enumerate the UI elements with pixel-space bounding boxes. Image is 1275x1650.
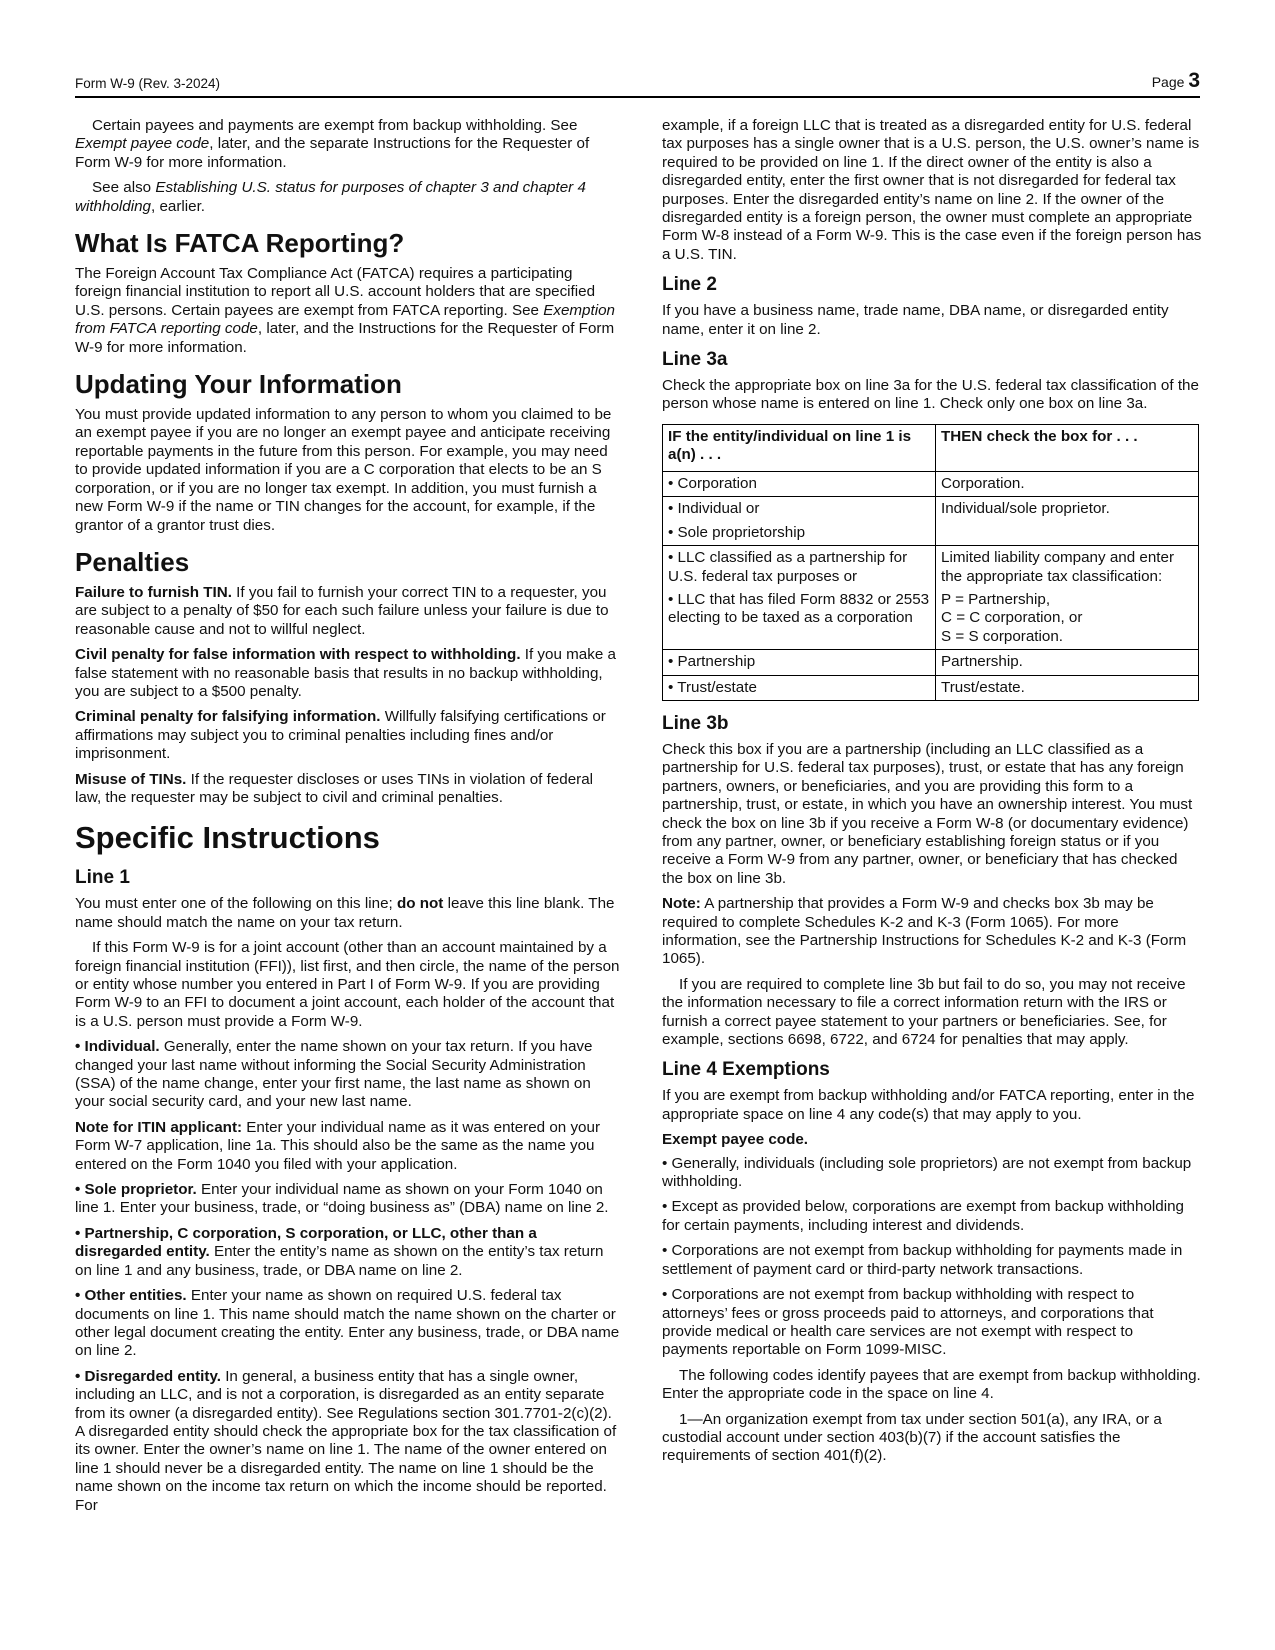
paragraph-exempt-payees: Certain payees and payments are exempt from backup withholding. See Exempt payee code, later, and the separate Instructions for the Requester of Form W-9 for more information. [75, 117, 590, 171]
paragraph-individual: • Individual. Generally, enter the name shown on your tax return. If you have changed your last name without informing the Social Security Administration (SSA) of the name change, enter your first name, the last name as shown on your social security card, and your new last name. [75, 1038, 593, 1111]
paragraph-penalty-tin: Failure to furnish TIN. If you fail to furnish your correct TIN to a requester, you are subject to a penalty of $50 for each such failure unless your failure is due to reasonable cause and not to willful neglect. [75, 583, 609, 638]
heading-penalties: Penalties [75, 546, 190, 577]
table-cell: Individual/sole proprietor. [936, 497, 1199, 546]
page-header [75, 69, 1200, 98]
table-cell: Partnership. [936, 650, 1199, 675]
paragraph-disregarded-entity: • Disregarded entity. In general, a business entity that has a single owner, including an LLC, and is not a corporation, is disregarded as an entity separate from its owner (a disregarded entity). See Regulations section 301.7701-2(c)(2). A disregarded entity should check the appropriate box for the tax classification of its owner. Enter the owner’s name on line 1. The name of the owner entered on line 1 should never be a disregarded entity. The name on line 1 should be the name shown on the income tax return on which the income should be reported. For [75, 1367, 617, 1514]
left-column [75, 117, 622, 1522]
paragraph-code-1: 1—An organization exempt from tax under section 501(a), any IRA, or a custodial account under section 403(b)(7) if the account satisfies the requirements of section 401(f)(2). [662, 1410, 1162, 1465]
paragraph-line3b: Check this box if you are a partnership (including an LLC classified as a partnership for U.S. federal tax purposes), trust, or estate that has any foreign partners, owners, or beneficiaries, and you are providing this form to a partnership, trust, or estate, in which you have an ownership interest. You must check the box on line 3b if you receive a Form W-8 (or documentary evidence) from any partner, owner, or beneficiary establishing foreign status or if you receive a Form W-9 from any partner, owner, or beneficiary that has checked the box on line 3b. [662, 740, 1193, 887]
paragraph-line2: If you have a business name, trade name, DBA name, or disregarded entity name, enter it on line 2. [662, 302, 1169, 338]
paragraph-penalty-civil: Civil penalty for false information with respect to withholding. If you make a false statement with no reasonable basis that results in no backup withholding, you are subject to a $500 penalty. [75, 646, 616, 700]
paragraph-see-also: See also Establishing U.S. status for purposes of chapter 3 and chapter 4 withholding, earlier. [75, 179, 586, 215]
table-cell: Limited liability company and enter the appropriate tax classification: P = Partnership, C = C corporation, or S = S corporation. [936, 546, 1199, 650]
table-row [663, 546, 1199, 650]
heading-specific-instructions: Specific Instructions [75, 820, 380, 856]
paragraph-penalty-misuse: Misuse of TINs. If the requester discloses or uses TINs in violation of federal law, the requester may be subject to civil and criminal penalties. [75, 770, 594, 806]
paragraph-line3a: Check the appropriate box on line 3a for the U.S. federal tax classification of the person whose name is entered on line 1. Check only one box on line 3a. [662, 377, 1199, 413]
right-column [662, 117, 1202, 1473]
heading-line-3b: Line 3b [662, 712, 729, 734]
table-cell: • Trust/estate [663, 675, 936, 700]
table-cell: • Individual or • Sole proprietorship [663, 497, 936, 546]
table-row [663, 497, 1199, 546]
table-header-cell: THEN check the box for . . . [936, 424, 1199, 471]
page-number-label [1152, 69, 1200, 93]
bullet-individuals: • Generally, individuals (including sole proprietors) are not exempt from backup withholding. [662, 1154, 1192, 1191]
paragraph-joint-account: If this Form W-9 is for a joint account (other than an account maintained by a foreign financial institution (FFI)), list first, and then circle, the name of the person or entity whose number you entered in Part I of Form W-9. If you are providing Form W-9 to an FFI to document a joint account, each holder of the account that is a U.S. person must provide a Form W-9. [75, 939, 620, 1030]
paragraph-codes-intro: The following codes identify payees that are exempt from backup withholding. Enter the appropriate code in the space on line 4. [662, 1366, 1201, 1403]
heading-exempt-payee-code: Exempt payee code. [662, 1131, 809, 1149]
page-label: Page [1151, 74, 1185, 90]
paragraph-disregarded-continued: example, if a foreign LLC that is treated as a disregarded entity for U.S. federal tax purposes has a single owner that is a U.S. person, the U.S. owner’s name is required to be provided on line 1. If the direct owner of the entity is also a disregarded entity, enter the first owner that is not disregarded for federal tax purposes. Enter the disregarded entity’s name on line 2. If the owner of the disregarded entity is a foreign person, the owner must complete an appropriate Form W-8 instead of a Form W-9. This is the case even if the foreign person has a U.S. TIN. [662, 117, 1202, 263]
heading-fatca: What Is FATCA Reporting? [75, 228, 405, 259]
table-row [663, 650, 1199, 675]
bullet-attorneys: • Corporations are not exempt from backup withholding with respect to attorneys’ fees or gross proceeds paid to attorneys, and corporations that provide medical or health care services are not exempt with respect to payments reportable on Form 1099-MISC. [662, 1286, 1154, 1359]
bullet-corporations-exempt: • Except as provided below, corporations are exempt from backup withholding for certain payments, including interest and dividends. [662, 1198, 1184, 1234]
paragraph-sole-proprietor: • Sole proprietor. Enter your individual name as shown on your Form 1040 on line 1. Enter your business, trade, or “doing business as” (DBA) name on line 2. [75, 1181, 609, 1217]
table-cell: • Corporation [663, 471, 936, 496]
paragraph-line1: You must enter one of the following on this line; do not leave this line blank. The name should match the name on your tax return. [75, 895, 615, 931]
table-cell: • Partnership [663, 650, 936, 675]
paragraph-line4: If you are exempt from backup withholding and/or FATCA reporting, enter in the appropriate space on line 4 any code(s) that may apply to you. [662, 1087, 1195, 1123]
heading-line-4: Line 4 Exemptions [662, 1059, 830, 1081]
paragraph-penalty-criminal: Criminal penalty for falsifying information. Willfully falsifying certifications or affirmations may subject you to criminal penalties including fines and/or imprisonment. [75, 708, 606, 763]
table-cell: Corporation. [936, 471, 1199, 496]
page-number: 3 [1188, 69, 1200, 92]
paragraph-note: Note: A partnership that provides a Form W-9 and checks box 3b may be required to complete Schedules K-2 and K-3 (Form 1065). For more information, see the Partnership Instructions for Schedules K-2 and K-3 (Form 1065). [662, 895, 1187, 968]
heading-line-2: Line 2 [662, 274, 717, 296]
paragraph-partnership: • Partnership, C corporation, S corporation, or LLC, other than a disregarded entity. Enter the entity’s name as shown on the entity’s tax return on line 1 and any business, trade, or DBA name on line 2. [75, 1224, 604, 1279]
bullet-payment-card: • Corporations are not exempt from backup withholding for payments made in settlement of payment card or third-party network transactions. [662, 1242, 1183, 1278]
paragraph-updating: You must provide updated information to any person to whom you claimed to be an exempt payee if you are no longer an exempt payee and anticipate receiving reportable payments in the future from this person. For example, you may need to provide updated information if you are a C corporation that elects to be an S corporation, or if you are no longer tax exempt. In addition, you must furnish a new Form W-9 if the name or TIN changes for the account, for example, if the grantor of a grantor trust dies. [75, 406, 612, 534]
table-header-row [663, 424, 1199, 471]
heading-line-1: Line 1 [75, 867, 130, 889]
form-id: Form W-9 (Rev. 3-2024) [75, 76, 221, 91]
paragraph-line3b-penalty: If you are required to complete line 3b but fail to do so, you may not receive the information necessary to file a correct information return with the IRS or furnish a correct payee statement to your partners or beneficiaries. See, for example, sections 6698, 6722, and 6724 for penalties that may apply. [662, 975, 1186, 1049]
table-row [663, 675, 1199, 700]
table-header-cell: IF the entity/individual on line 1 is a(n) . . . [663, 424, 936, 471]
heading-updating: Updating Your Information [75, 369, 402, 400]
table-cell: • LLC classified as a partnership for U.S. federal tax purposes or • LLC that has filed Form 8832 or 2553 electing to be taxed as a corporation [663, 546, 936, 650]
paragraph-fatca: The Foreign Account Tax Compliance Act (FATCA) requires a participating foreign financial institution to report all U.S. account holders that are specified U.S. persons. Certain payees are exempt from FATCA reporting. See Exemption from FATCA reporting code, later, and the Instructions for the Requester of Form W-9 for more information. [75, 265, 615, 356]
paragraph-itin: Note for ITIN applicant: Enter your individual name as it was entered on your Form W-7 application, line 1a. This should also be the same as the name you entered on the Form 1040 you filed with your application. [75, 1118, 601, 1173]
classification-table [662, 424, 1199, 701]
paragraph-other-entities: • Other entities. Enter your name as shown on required U.S. federal tax documents on line 1. This name should match the name shown on the charter or other legal document creating the entity. Enter any business, trade, or DBA name on line 2. [75, 1287, 620, 1360]
heading-line-3a: Line 3a [662, 349, 728, 371]
table-row [663, 471, 1199, 496]
table-cell: Trust/estate. [936, 675, 1199, 700]
